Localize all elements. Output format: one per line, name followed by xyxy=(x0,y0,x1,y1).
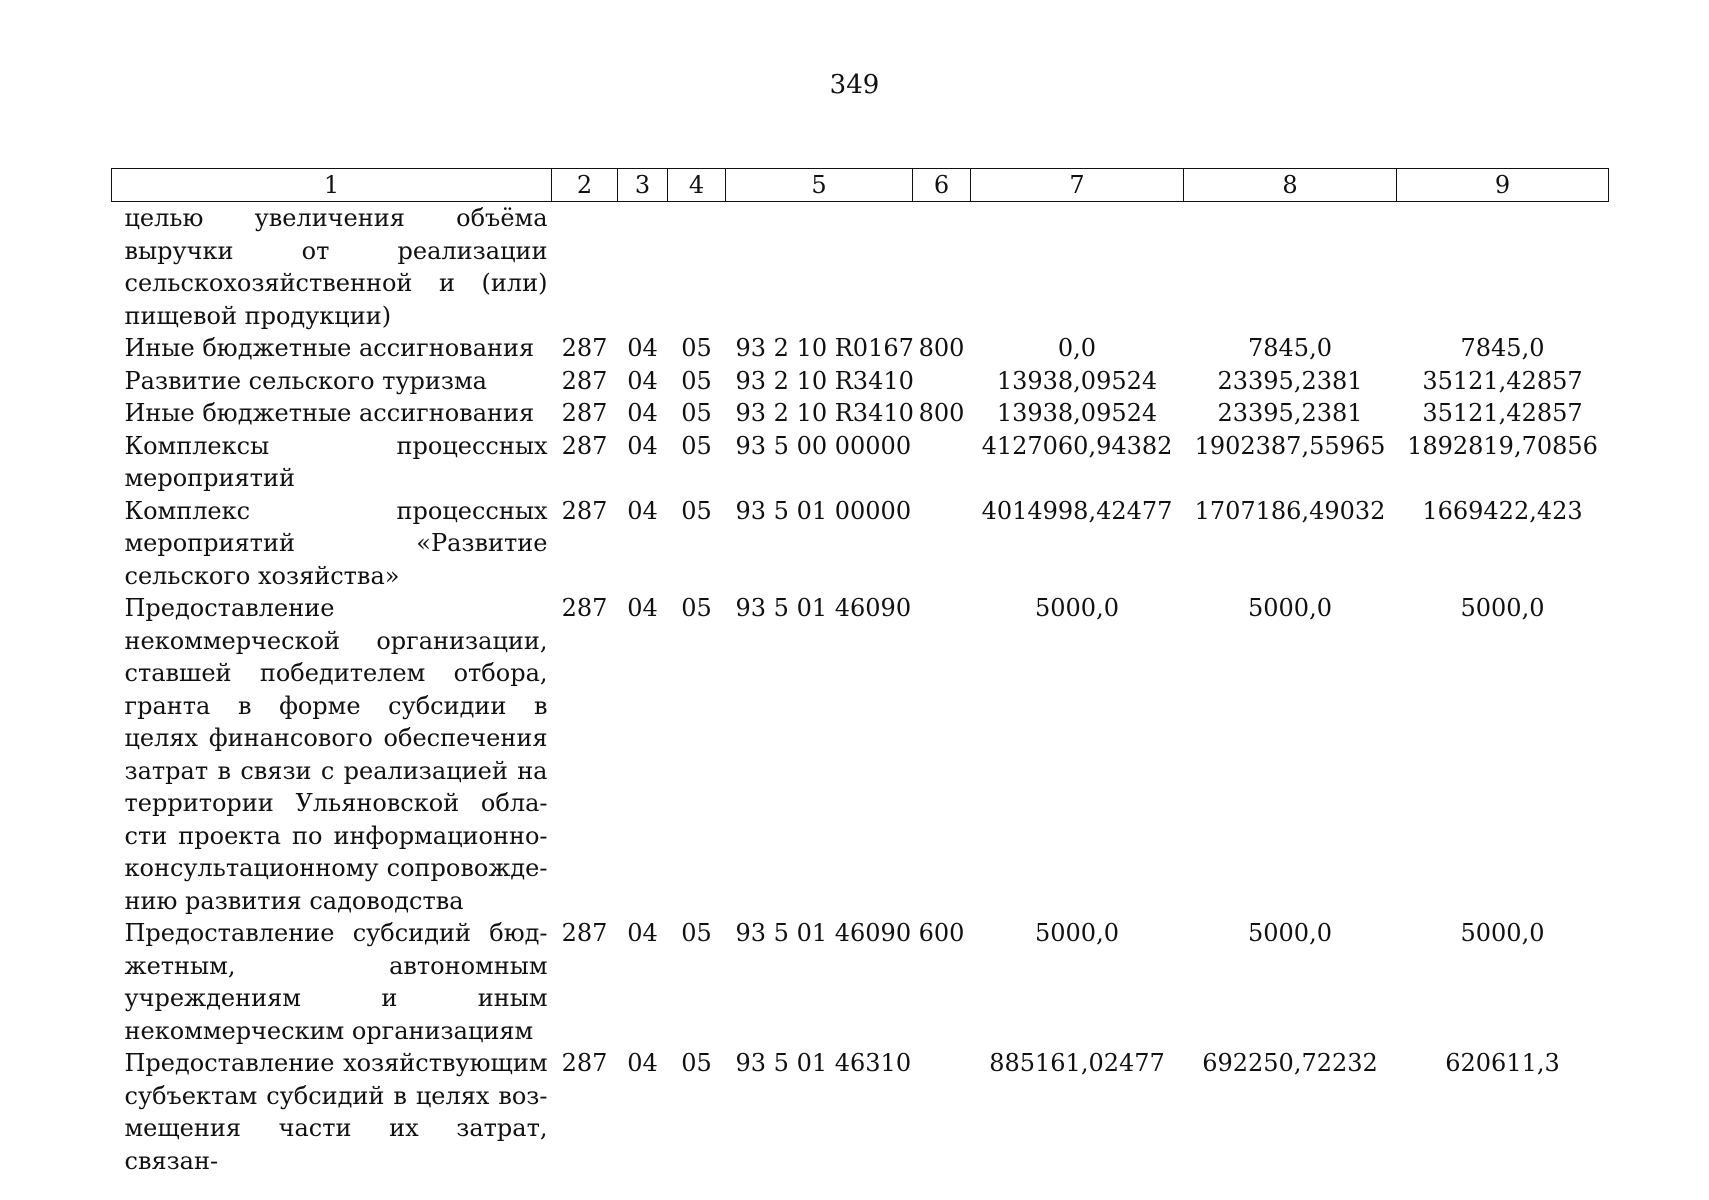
table-row xyxy=(112,495,1609,593)
table-row xyxy=(112,202,1609,333)
cell-col-7: 0,0 xyxy=(1057,334,1097,362)
row-name: Иные бюджетные ассигнования xyxy=(124,399,535,427)
cell-col-5: 93 5 01 46090 xyxy=(735,594,912,622)
cell-col-5: 93 5 01 46310 xyxy=(735,1049,912,1077)
cell-col-4: 05 xyxy=(681,919,712,947)
cell-col-8 xyxy=(1184,202,1397,333)
cell-col-9: 35121,42857 xyxy=(1422,366,1583,395)
cell-col-3: 04 xyxy=(627,1049,658,1077)
cell-col-4: 05 xyxy=(681,399,712,427)
cell-col-6 xyxy=(913,202,971,333)
cell-col-2: 287 xyxy=(561,399,608,427)
table-row xyxy=(112,1047,1609,1177)
cell-col-7: 5000,0 xyxy=(1035,594,1119,622)
cell-col-2: 287 xyxy=(561,594,608,622)
cell-col-7 xyxy=(971,202,1184,333)
header-col-2: 2 xyxy=(552,169,618,202)
row-name: Иные бюджетные ассигнования xyxy=(124,334,535,362)
cell-col-6 xyxy=(913,430,971,495)
cell-col-8: 5000,0 xyxy=(1248,919,1332,947)
cell-col-6 xyxy=(913,365,971,398)
cell-col-5: 93 2 10 R3410 xyxy=(735,366,914,395)
cell-col-8: 7845,0 xyxy=(1248,334,1332,362)
cell-col-5: 93 5 00 00000 xyxy=(735,431,912,460)
cell-col-4: 05 xyxy=(681,334,712,362)
budget-table xyxy=(111,168,1609,1177)
cell-col-7: 4127060,94382 xyxy=(981,431,1173,460)
cell-col-3: 04 xyxy=(627,334,658,362)
cell-col-6: 800 xyxy=(918,334,965,362)
table-row xyxy=(112,332,1609,365)
cell-col-3: 04 xyxy=(627,366,658,395)
header-col-6: 6 xyxy=(913,169,971,202)
header-col-8: 8 xyxy=(1184,169,1397,202)
table-row xyxy=(112,397,1609,430)
cell-col-9: 5000,0 xyxy=(1460,919,1545,947)
cell-col-4: 05 xyxy=(681,594,712,622)
cell-col-7: 5000,0 xyxy=(1035,919,1119,947)
cell-col-9: 5000,0 xyxy=(1460,594,1545,622)
cell-col-8: 23395,2381 xyxy=(1217,399,1363,427)
cell-col-4: 05 xyxy=(681,496,712,525)
cell-col-2: 287 xyxy=(561,431,608,460)
row-name: целью увеличения объёма выручки от реализации сельскохозяйственной и (или) пищевой продукции) xyxy=(124,204,548,330)
table-row xyxy=(112,365,1609,398)
cell-col-5 xyxy=(726,202,913,333)
header-col-4: 4 xyxy=(668,169,726,202)
table-header xyxy=(112,169,1609,202)
cell-col-9: 7845,0 xyxy=(1460,334,1545,362)
cell-col-6 xyxy=(913,495,971,593)
cell-col-2: 287 xyxy=(561,496,608,525)
cell-col-3: 04 xyxy=(627,496,658,525)
cell-col-2: 287 xyxy=(561,334,608,362)
cell-col-2: 287 xyxy=(561,919,608,947)
header-col-1: 1 xyxy=(112,169,552,202)
table-row xyxy=(112,592,1609,917)
cell-col-9: 1892819,70856 xyxy=(1407,431,1598,460)
cell-col-9: 1669422,423 xyxy=(1422,496,1583,525)
cell-col-7: 885161,02477 xyxy=(989,1049,1165,1077)
page-number: 349 xyxy=(829,70,880,100)
cell-col-9: 620611,3 xyxy=(1445,1049,1560,1077)
cell-col-9: 35121,42857 xyxy=(1422,399,1583,427)
table-body xyxy=(112,202,1609,1178)
row-name: Развитие сельского туризма xyxy=(124,366,487,395)
header-col-7: 7 xyxy=(971,169,1184,202)
cell-col-5: 93 2 10 R0167 xyxy=(735,334,914,362)
cell-col-4: 05 xyxy=(681,1049,712,1077)
cell-col-6: 600 xyxy=(918,919,965,947)
header-col-9: 9 xyxy=(1397,169,1609,202)
header-row xyxy=(112,169,1609,202)
cell-col-7: 4014998,42477 xyxy=(981,496,1173,525)
cell-col-8: 23395,2381 xyxy=(1217,366,1363,395)
cell-col-9 xyxy=(1397,202,1609,333)
cell-col-5: 93 5 01 00000 xyxy=(735,496,912,525)
cell-col-8: 1707186,49032 xyxy=(1194,496,1386,525)
header-col-3: 3 xyxy=(618,169,668,202)
cell-col-4 xyxy=(668,202,726,333)
cell-col-5: 93 2 10 R3410 xyxy=(735,399,914,427)
cell-col-6 xyxy=(913,592,971,917)
row-name: Предоставление некоммерческой организации, ставшей победителем отбора, гранта в форме субсидии в целях финансового обеспечения затрат в связи с реализацией на территории Ульяновской области проекта по информационно-консультационному сопровождению развития садоводства xyxy=(124,594,548,915)
cell-col-3: 04 xyxy=(627,431,658,460)
cell-col-5: 93 5 01 46090 xyxy=(735,919,912,947)
cell-col-4: 05 xyxy=(681,366,712,395)
cell-col-2: 287 xyxy=(561,366,608,395)
row-name: Комплексы процессных мероприятий xyxy=(124,431,548,492)
row-name: Предоставление субсидий бюджетным, автономным учреждениям и иным некоммерческим организациям xyxy=(124,919,548,1045)
row-name: Комплекс процессных мероприятий «Развитие сельского хозяйства» xyxy=(124,496,548,590)
cell-col-6 xyxy=(913,1047,971,1177)
cell-col-8: 692250,72232 xyxy=(1202,1049,1378,1077)
cell-col-7: 13938,09524 xyxy=(996,366,1158,395)
cell-col-3 xyxy=(618,202,668,333)
table-row xyxy=(112,917,1609,1047)
row-name: Предоставление хозяйствующим субъектам субсидий в целях возмещения части их затрат, связан- xyxy=(124,1049,548,1175)
cell-col-3: 04 xyxy=(627,399,658,427)
cell-col-3: 04 xyxy=(627,594,658,622)
cell-col-8: 1902387,55965 xyxy=(1194,431,1386,460)
cell-col-3: 04 xyxy=(627,919,658,947)
cell-col-2: 287 xyxy=(561,1049,608,1077)
cell-col-7: 13938,09524 xyxy=(996,399,1158,427)
header-col-5: 5 xyxy=(726,169,913,202)
cell-col-4: 05 xyxy=(681,431,712,460)
cell-col-6: 800 xyxy=(918,399,965,427)
cell-col-2 xyxy=(552,202,618,333)
table-row xyxy=(112,430,1609,495)
cell-col-8: 5000,0 xyxy=(1248,594,1332,622)
